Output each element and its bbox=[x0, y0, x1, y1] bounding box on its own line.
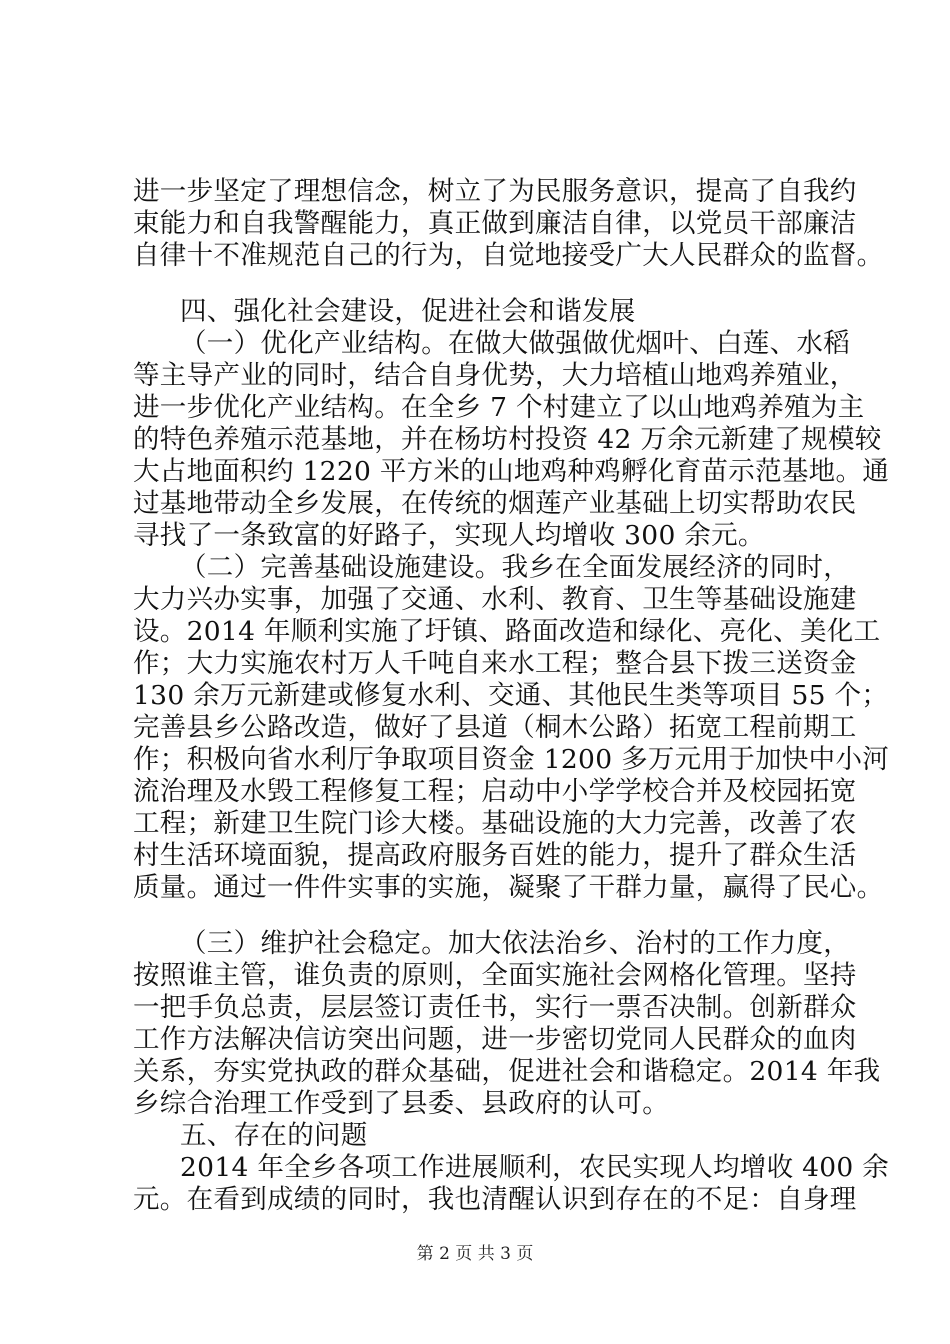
text-line: （二）完善基础设施建设。我乡在全面发展经济的同时， bbox=[180, 552, 850, 583]
section-heading: 五、存在的问题 bbox=[180, 1120, 368, 1151]
text-line: 作；积极向省水利厅争取项目资金 1200 多万元用于加快中小河 bbox=[133, 744, 890, 775]
text-line: 作；大力实施农村万人千吨自来水工程；整合县下拨三送资金 bbox=[133, 648, 857, 679]
text-line: 的特色养殖示范基地，并在杨坊村投资 42 万余元新建了规模较 bbox=[133, 424, 882, 455]
text-line: 束能力和自我警醒能力，真正做到廉洁自律，以党员干部廉洁 bbox=[133, 208, 857, 239]
text-line: 设。2014 年顺利实施了圩镇、路面改造和绿化、亮化、美化工 bbox=[133, 616, 881, 647]
text-line: 按照谁主管，谁负责的原则，全面实施社会网格化管理。坚持 bbox=[133, 960, 857, 991]
text-line: 进一步优化产业结构。在全乡 7 个村建立了以山地鸡养殖为主 bbox=[133, 392, 865, 423]
text-line: 130 余万元新建或修复水利、交通、其他民生类等项目 55 个； bbox=[133, 680, 889, 711]
text-line: 过基地带动全乡发展，在传统的烟莲产业基础上切实帮助农民 bbox=[133, 488, 857, 519]
text-line: 完善县乡公路改造，做好了县道（桐木公路）拓宽工程前期工 bbox=[133, 712, 857, 743]
text-line: （一）优化产业结构。在做大做强做优烟叶、白莲、水稻 bbox=[180, 328, 850, 359]
page-number-footer: 第 2 页 共 3 页 bbox=[416, 1244, 534, 1264]
section-heading: 四、强化社会建设，促进社会和谐发展 bbox=[180, 296, 636, 327]
text-line: 工作方法解决信访突出问题，进一步密切党同人民群众的血肉 bbox=[133, 1024, 857, 1055]
text-line: 质量。通过一件件实事的实施，凝聚了干群力量，赢得了民心。 bbox=[133, 872, 884, 903]
text-line: 村生活环境面貌，提高政府服务百姓的能力，提升了群众生活 bbox=[133, 840, 857, 871]
text-line: 自律十不准规范自己的行为，自觉地接受广大人民群众的监督。 bbox=[133, 240, 884, 271]
text-line: 大占地面积约 1220 平方米的山地鸡种鸡孵化育苗示范基地。通 bbox=[133, 456, 890, 487]
text-line: 流治理及水毁工程修复工程；启动中小学学校合并及校园拓宽 bbox=[133, 776, 857, 807]
text-line: 进一步坚定了理想信念，树立了为民服务意识，提高了自我约 bbox=[133, 176, 857, 207]
text-line: 一把手负总责，层层签订责任书，实行一票否决制。创新群众 bbox=[133, 992, 857, 1023]
text-line: 寻找了一条致富的好路子，实现人均增收 300 余元。 bbox=[133, 520, 765, 551]
text-line: 乡综合治理工作受到了县委、县政府的认可。 bbox=[133, 1088, 669, 1119]
text-line: 等主导产业的同时，结合自身优势，大力培植山地鸡养殖业， bbox=[133, 360, 857, 391]
text-line: （三）维护社会稳定。加大依法治乡、治村的工作力度， bbox=[180, 928, 850, 959]
text-line: 2014 年全乡各项工作进展顺利，农民实现人均增收 400 余 bbox=[180, 1152, 890, 1183]
text-line: 元。在看到成绩的同时，我也清醒认识到存在的不足：自身理 bbox=[133, 1184, 857, 1215]
text-line: 工程；新建卫生院门诊大楼。基础设施的大力完善，改善了农 bbox=[133, 808, 857, 839]
text-line: 关系，夯实党执政的群众基础，促进社会和谐稳定。2014 年我 bbox=[133, 1056, 881, 1087]
text-line: 大力兴办实事，加强了交通、水利、教育、卫生等基础设施建 bbox=[133, 584, 857, 615]
